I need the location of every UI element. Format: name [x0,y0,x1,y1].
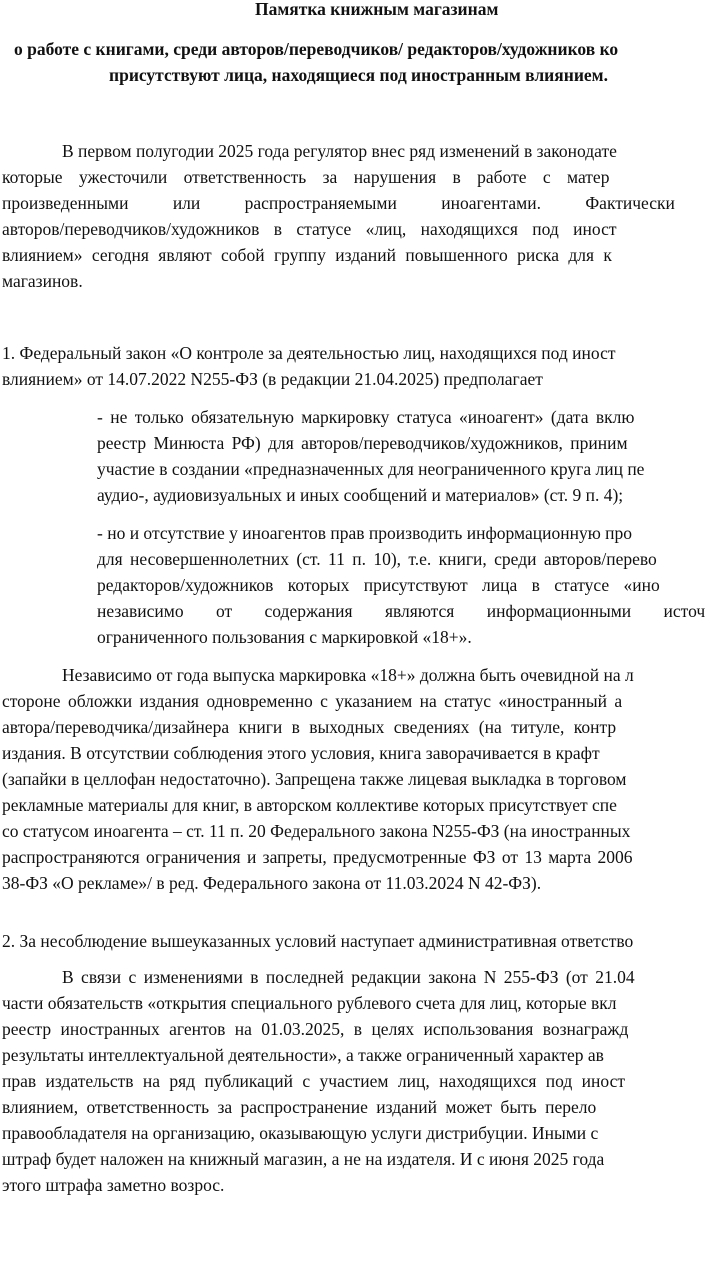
document-title: Памятка книжным магазинам [255,0,499,19]
text-line: авторов/переводчиков/художников в статусе «лиц, находящихся под иност [2,219,617,239]
text-line: редакторов/художников которых присутствуют лица в статусе «ино [97,575,660,595]
text-line: аудио-, аудиовизуальных и иных сообщений и материалов» (ст. 9 п. 4); [97,485,624,505]
text-line: влиянием» сегодня являют собой группу изданий повышенного риска для к [2,245,612,265]
text-line: результаты интеллектуальной деятельности», а также ограниченный характер ав [2,1045,604,1065]
text-line: Независимо от года выпуска маркировка «18+» должна быть очевидной на л [62,665,634,685]
text-line: произведенными или распространяемыми иноагентами. Фактически [2,193,675,213]
text-line: реестр Минюста РФ) для авторов/переводчиков/художников, приним [97,433,628,453]
text-line: - не только обязательную маркировку статуса «иноагент» (дата вклю [97,407,635,427]
text-line: прав издательств на ряд публикаций с участием лиц, находящихся под иност [2,1071,625,1091]
text-line: штраф будет наложен на книжный магазин, а не на издателя. И с июня 2025 года [2,1149,605,1169]
document-subtitle-line-1: о работе с книгами, среди авторов/переводчиков/ редакторов/художников ко [14,39,619,59]
text-line: издания. В отсутствии соблюдения этого условия, книга заворачивается в крафт [2,743,600,763]
text-line: стороне обложки издания одновременно с указанием на статус «иностранный а [2,691,623,711]
text-line: для несовершеннолетних (ст. 11 п. 10), т.е. книги, среди авторов/перево [97,549,657,569]
text-line: со статусом иноагента – ст. 11 п. 20 Федерального закона N255-ФЗ (на иностранных [2,821,631,841]
text-line: автора/переводчика/дизайнера книги в выходных сведениях (на титуле, контр [2,717,617,737]
text-line: ограниченного пользования с маркировкой «18+». [97,627,472,647]
text-line: распространяются ограничения и запреты, предусмотренные ФЗ от 13 марта 2006 [2,847,633,867]
text-line: этого штрафа заметно возрос. [2,1175,225,1195]
text-line: рекламные материалы для книг, в авторском коллективе которых присутствует спе [2,795,617,815]
section-2-heading: 2. За несоблюдение вышеуказанных условий наступает административная ответство [2,931,634,951]
text-line: В первом полугодии 2025 года регулятор внес ряд изменений в законодате [62,141,617,161]
text-line: 38-ФЗ «О рекламе»/ в ред. Федерального закона от 11.03.2024 N 42-ФЗ). [2,873,542,893]
section-1-heading: влиянием» от 14.07.2022 N255-ФЗ (в редакции 21.04.2025) предполагает [2,369,543,389]
text-line: реестр иностранных агентов на 01.03.2025, в целях использования вознагражд [2,1019,629,1039]
text-line: В связи с изменениями в последней редакции закона N 255-ФЗ (от 21.04 [62,967,635,987]
text-line: - но и отсутствие у иноагентов прав производить информационную про [97,523,633,543]
text-line: участие в создании «предназначенных для неограниченного круга лиц пе [97,459,645,479]
text-line: части обязательств «открытия специального рублевого счета для лиц, которые вкл [2,993,617,1013]
text-line: влиянием, ответственность за распространение изданий может быть перело [2,1097,597,1117]
text-line: (запайки в целлофан недостаточно). Запрещена также лицевая выкладка в торговом [2,769,627,789]
section-1-heading: 1. Федеральный закон «О контроле за деятельностью лиц, находящихся под иност [2,343,616,363]
text-line: магазинов. [2,271,83,291]
document-subtitle-line-2: присутствуют лица, находящиеся под иностранным влиянием. [109,65,608,85]
text-line: которые ужесточили ответственность за нарушения в работе с матер [2,167,610,187]
text-line: правообладателя на организацию, оказывающую услуги дистрибуции. Иными с [2,1123,599,1143]
text-line: независимо от содержания являются информационными источ [97,601,706,621]
